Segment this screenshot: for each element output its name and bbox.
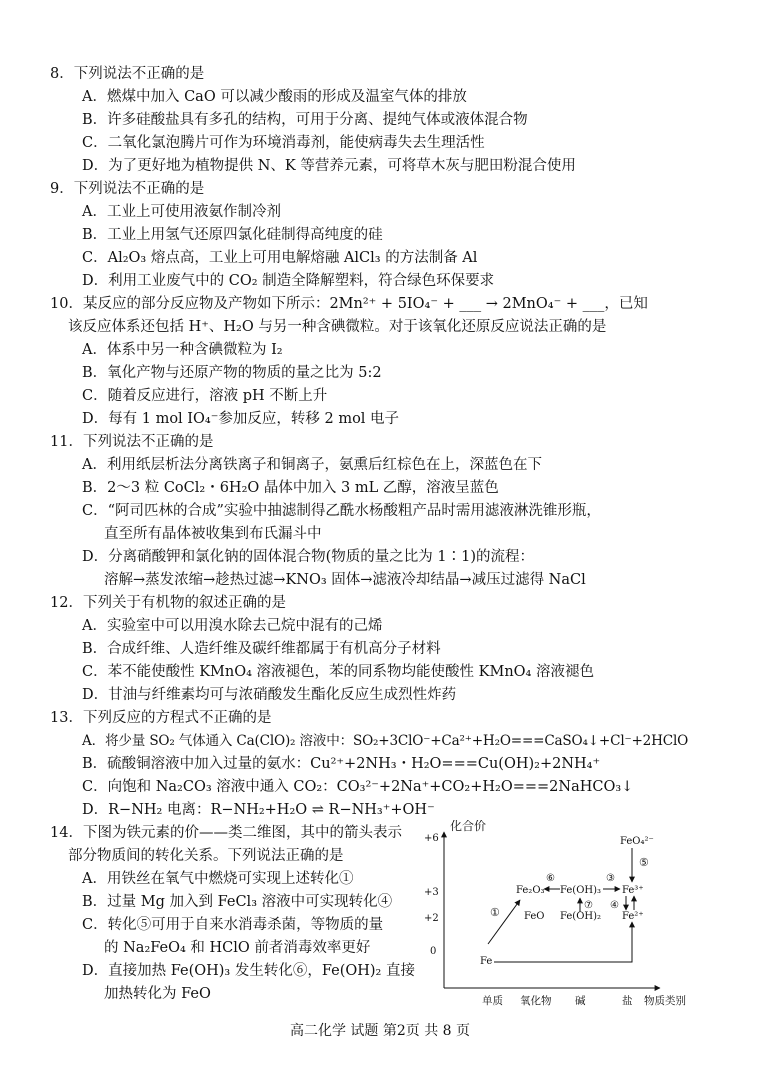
q11-option-c-continued: 直至所有晶体被收集到布氏漏斗中	[104, 526, 322, 542]
q12-option-c: C．苯不能使酸性 KMnO₄ 溶液褪色，苯的同系物均能使酸性 KMnO₄ 溶液褪色	[82, 664, 594, 680]
y-tick-plus3: +3	[424, 887, 439, 898]
species-fe2o3: Fe₂O₃	[516, 885, 545, 896]
page-footer: 高二化学 试题 第2页 共 8 页	[289, 1023, 471, 1039]
q11-option-b: B．2～3 粒 CoCl₂・6H₂O 晶体中加入 3 mL 乙醇，溶液呈蓝色	[82, 480, 499, 496]
species-fe3: Fe³⁺	[622, 885, 644, 896]
q14-option-c: C．转化⑤可用于自来水消毒杀菌，等物质的量	[82, 917, 384, 933]
species-feo: FeO	[524, 911, 545, 922]
q13-option-c: C．向饱和 Na₂CO₃ 溶液中通入 CO₂：CO₃²⁻+2Na⁺+CO₂+H₂O===2NaHCO₃↓	[82, 779, 634, 795]
y-axis-label: 化合价	[450, 820, 487, 833]
species-feo4: FeO₄²⁻	[620, 836, 654, 847]
q8-stem: 8．下列说法不正确的是	[50, 66, 205, 82]
q9-option-d: D．利用工业废气中的 CO₂ 制造全降解塑料，符合绿色环保要求	[82, 273, 495, 289]
q14-option-c-continued: 的 Na₂FeO₄ 和 HClO 前者消毒效率更好	[104, 940, 371, 956]
q10-option-a: A．体系中另一种含碘微粒为 I₂	[82, 342, 283, 358]
arrow-label-7: ⑦	[584, 900, 593, 911]
species-feoh2: Fe(OH)₂	[560, 911, 602, 922]
q14-option-a: A．用铁丝在氧气中燃烧可实现上述转化①	[82, 871, 354, 887]
q14-option-b: B．过量 Mg 加入到 FeCl₃ 溶液中可实现转化④	[82, 894, 393, 910]
q13-option-d: D．R−NH₂ 电离：R−NH₂+H₂O ⇌ R−NH₃⁺+OH⁻	[82, 802, 435, 818]
q11-option-c: C．“阿司匹林的合成”实验中抽滤制得乙酰水杨酸粗产品时需用滤液淋洗锥形瓶，	[82, 503, 601, 519]
q9-stem: 9．下列说法不正确的是	[50, 181, 205, 197]
x-tick-base: 碱	[575, 995, 586, 1007]
q11-stem: 11．下列说法不正确的是	[50, 434, 214, 450]
q9-option-b: B．工业上用氢气还原四氯化硅制得高纯度的硅	[82, 227, 383, 243]
y-tick-plus6: +6	[424, 833, 439, 844]
arrow-label-3: ③	[606, 873, 615, 884]
q13-option-a: A．将少量 SO₂ 气体通入 Ca(ClO)₂ 溶液中：SO₂+3ClO⁻+Ca²⁺+H₂O===CaSO₄↓+Cl⁻+2HClO	[82, 733, 689, 749]
species-feoh3: Fe(OH)₃	[560, 885, 602, 896]
q11-option-d: D．分离硝酸钾和氯化钠的固体混合物(物质的量之比为 1∶1)的流程：	[82, 549, 534, 565]
q10-stem-continued: 该反应体系还包括 H⁺、H₂O 与另一种含碘微粒。对于该氧化还原反应说法正确的是	[68, 319, 607, 335]
q14-stem-continued: 部分物质间的转化关系。下列说法正确的是	[68, 848, 344, 864]
q13-stem: 13．下列反应的方程式不正确的是	[50, 710, 272, 726]
q10-stem: 10．某反应的部分反应物及产物如下所示：2Mn²⁺ + 5IO₄⁻ + ___ → 2MnO₄⁻ + ___，已知	[50, 296, 648, 312]
q11-option-a: A．利用纸层析法分离铁离子和铜离子，氨熏后红棕色在上，深蓝色在下	[82, 457, 542, 473]
arrow-label-5: ⑤	[639, 856, 649, 869]
q9-option-a: A．工业上可使用液氨作制冷剂	[82, 204, 281, 220]
arrow-label-1: ①	[490, 906, 500, 919]
arrow-label-6: ⑥	[546, 873, 555, 884]
iron-valence-class-diagram	[420, 820, 720, 1010]
q12-option-a: A．实验室中可以用溴水除去己烷中混有的己烯	[82, 618, 383, 634]
x-tick-elemental: 单质	[482, 995, 503, 1007]
q8-option-c: C．二氧化氯泡腾片可作为环境消毒剂，能使病毒失去生理活性	[82, 135, 485, 151]
q14-stem: 14．下图为铁元素的价——类二维图，其中的箭头表示	[50, 825, 402, 841]
q11-option-d-continued: 溶解→蒸发浓缩→趁热过滤→KNO₃ 固体→滤液冷却结晶→减压过滤得 NaCl	[104, 572, 586, 588]
arrow-label-4: ④	[610, 900, 619, 911]
q8-option-d: D．为了更好地为植物提供 N、K 等营养元素，可将草木灰与肥田粉混合使用	[82, 158, 576, 174]
x-axis-label: 物质类别	[644, 995, 686, 1007]
q14-option-d-continued: 加热转化为 FeO	[104, 986, 211, 1002]
arrow-fe-to-fe2	[494, 922, 632, 962]
q8-option-a: A．燃煤中加入 CaO 可以减少酸雨的形成及温室气体的排放	[82, 89, 467, 105]
q10-option-c: C．随着反应进行，溶液 pH 不断上升	[82, 388, 328, 404]
species-fe2: Fe²⁺	[622, 911, 644, 922]
q8-option-b: B．许多硅酸盐具有多孔的结构，可用于分离、提纯气体或液体混合物	[82, 112, 528, 128]
q14-option-d: D．直接加热 Fe(OH)₃ 发生转化⑥，Fe(OH)₂ 直接	[82, 963, 415, 979]
q13-option-b: B．硫酸铜溶液中加入过量的氨水：Cu²⁺+2NH₃・H₂O===Cu(OH)₂+2NH₄⁺	[82, 756, 601, 772]
q12-option-b: B．合成纤维、人造纤维及碳纤维都属于有机高分子材料	[82, 641, 441, 657]
q12-stem: 12．下列关于有机物的叙述正确的是	[50, 595, 286, 611]
x-tick-oxide: 氧化物	[520, 995, 552, 1007]
species-fe: Fe	[480, 956, 493, 967]
q10-option-d: D．每有 1 mol IO₄⁻参加反应，转移 2 mol 电子	[82, 411, 400, 427]
x-tick-salt: 盐	[622, 995, 633, 1007]
q12-option-d: D．甘油与纤维素均可与浓硝酸发生酯化反应生成烈性炸药	[82, 687, 457, 703]
q10-option-b: B．氧化产物与还原产物的物质的量之比为 5:2	[82, 365, 382, 381]
y-tick-zero: 0	[430, 946, 437, 957]
y-tick-plus2: +2	[424, 913, 439, 924]
q9-option-c: C．Al₂O₃ 熔点高，工业上可用电解熔融 AlCl₃ 的方法制备 Al	[82, 250, 478, 266]
